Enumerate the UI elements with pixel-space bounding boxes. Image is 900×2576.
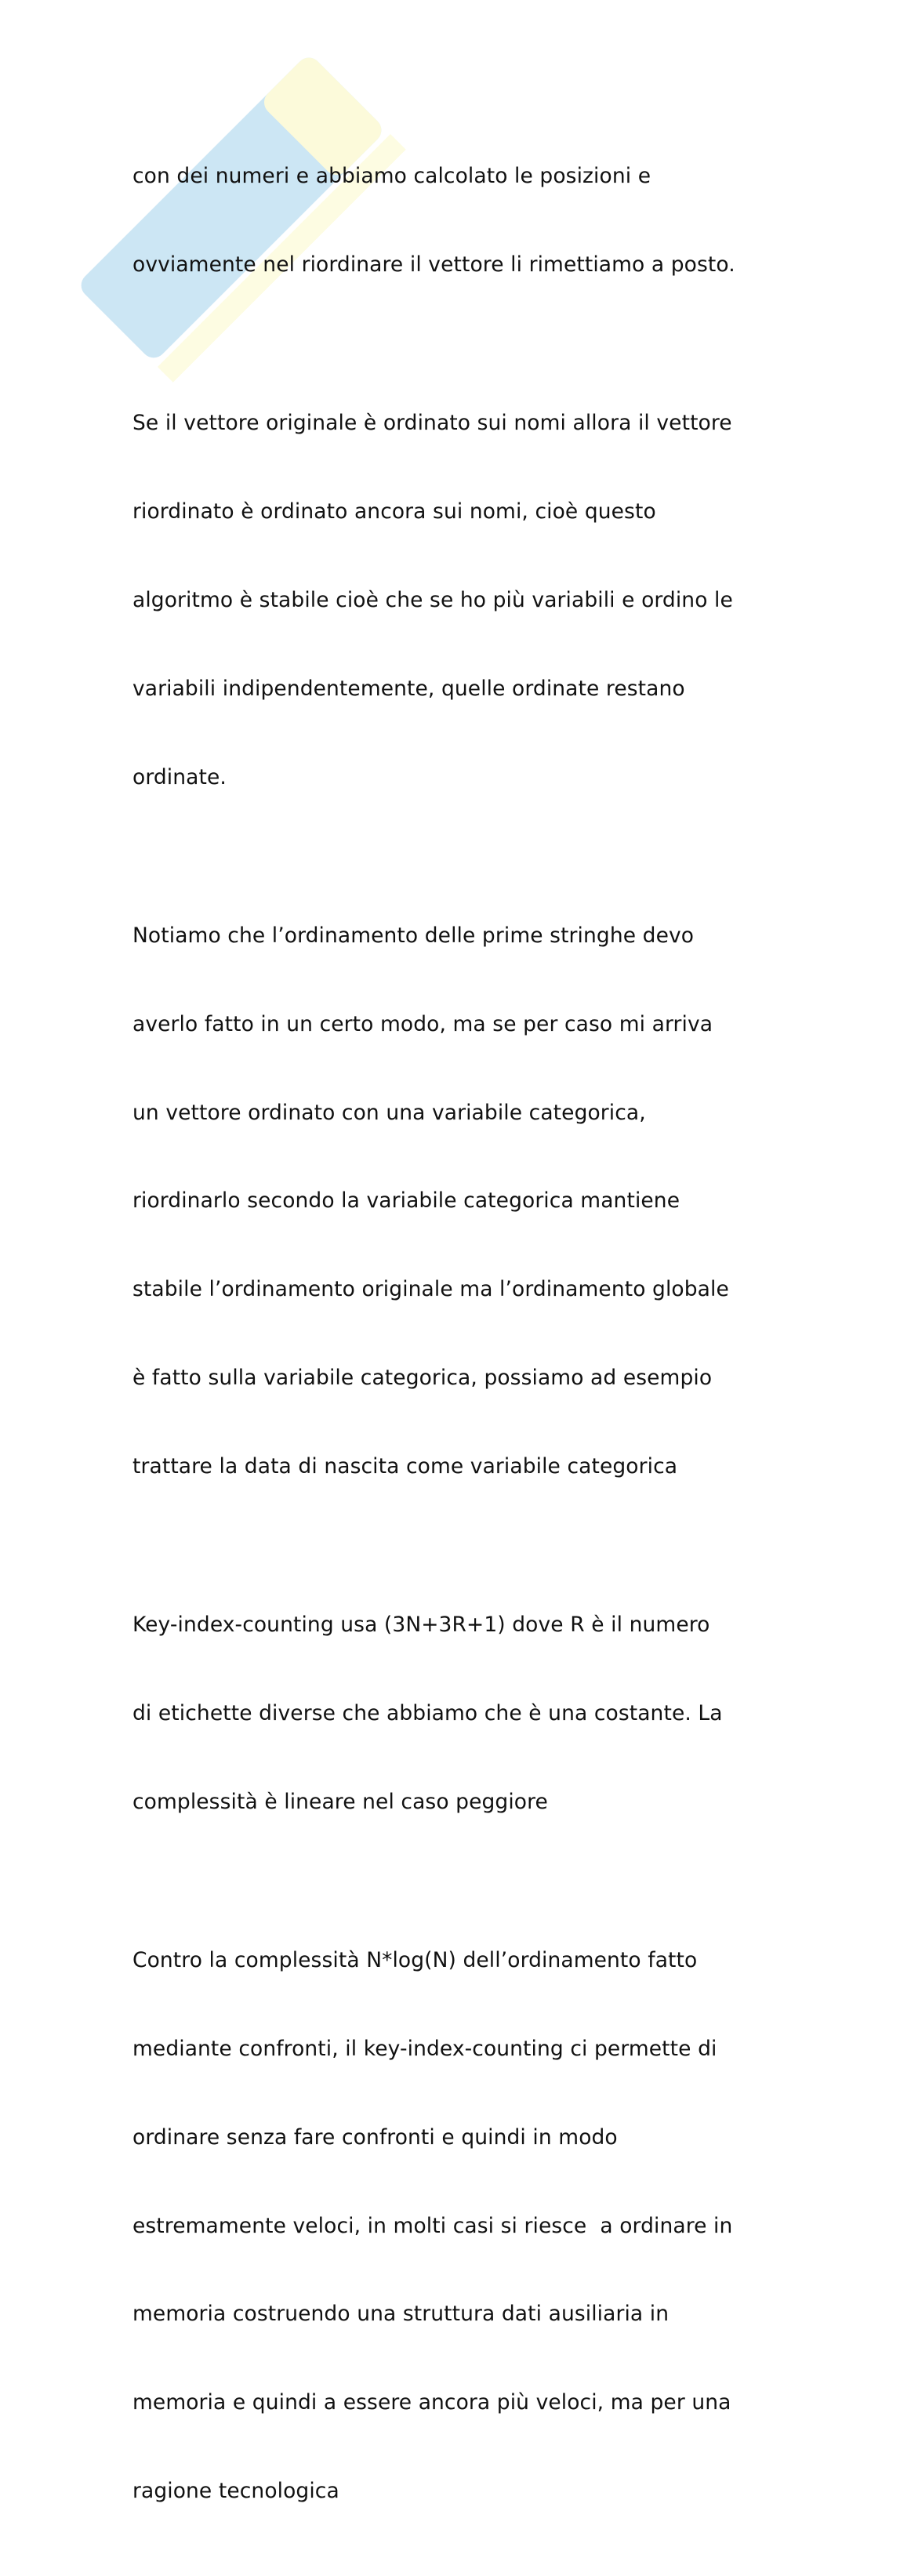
text-line: Key-index-counting usa (3N+3R+1) dove R è il numero — [132, 1613, 710, 1638]
paragraph-4 — [132, 1551, 783, 1876]
text-line: averlo fatto in un certo modo, ma se per caso mi arriva — [132, 1011, 713, 1036]
paragraph-3 — [132, 862, 783, 1540]
text-line: complessità è lineare nel caso peggiore — [132, 1789, 548, 1814]
text-line: algoritmo è stabile cioè che se ho più variabili e ordino le — [132, 588, 733, 612]
text-line: un vettore ordinato con una variabile categorica, — [132, 1100, 646, 1125]
paragraph-5 — [132, 1887, 783, 2565]
text-line: ragione tecnologica — [132, 2478, 339, 2503]
text-line: Se il vettore originale è ordinato sui nomi allora il vettore — [132, 411, 732, 436]
text-line: stabile l’ordinamento originale ma l’ordinamento globale — [132, 1277, 729, 1302]
text-line: memoria costruendo una struttura dati ausiliaria in — [132, 2302, 670, 2327]
text-line: con dei numeri e abbiamo calcolato le posizioni e — [132, 164, 651, 189]
text-line: Notiamo che l’ordinamento delle prime stringhe devo — [132, 923, 695, 949]
text-line: è fatto sulla variabile categorica, possiamo ad esempio — [132, 1365, 713, 1390]
text-line: riordinato è ordinato ancora sui nomi, cioè questo — [132, 499, 656, 524]
text-line: ordinare senza fare confronti e quindi in modo — [132, 2124, 618, 2150]
text-line: Contro la complessità N*log(N) dell’ordinamento fatto — [132, 1948, 698, 1973]
text-line: mediante confronti, il key-index-counting ci permette di — [132, 2037, 717, 2061]
document-body — [132, 103, 783, 2576]
paragraph-1 — [132, 103, 783, 339]
text-line: memoria e quindi a essere ancora più veloci, ma per una — [132, 2390, 731, 2415]
paragraph-2 — [132, 350, 783, 851]
text-line: variabili indipendentemente, quelle ordinate restano — [132, 676, 685, 701]
text-line: estremamente veloci, in molti casi si riesce a ordinare in — [132, 2213, 733, 2238]
text-line: trattare la data di nascita come variabile categorica — [132, 1453, 678, 1478]
text-line: di etichette diverse che abbiamo che è una costante. La — [132, 1700, 723, 1725]
text-line: riordinarlo secondo la variabile categorica mantiene — [132, 1188, 680, 1214]
text-line: ordinate. — [132, 764, 227, 789]
text-line: ovviamente nel riordinare il vettore li rimettiamo a posto. — [132, 252, 735, 277]
